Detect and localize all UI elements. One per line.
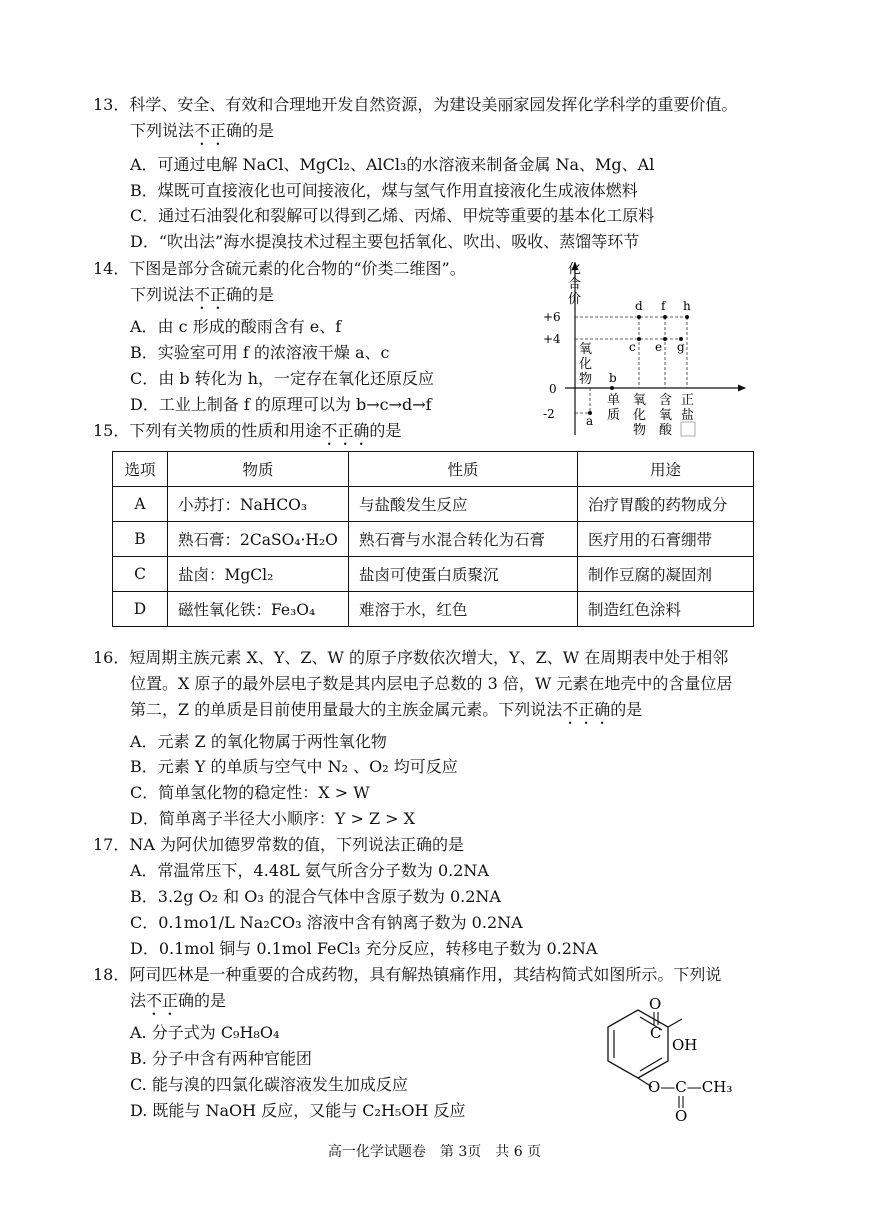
x-cat-oxide-2: 化 bbox=[633, 408, 647, 423]
x-cat-oxyacid-1: 含 bbox=[659, 393, 673, 408]
q14-option-b: B．实验室可用 f 的浓溶液干燥 a、c bbox=[130, 343, 390, 362]
q17-option-a: A．常温常压下，4.48L 氨气所含分子数为 0.2NA bbox=[130, 861, 489, 880]
q14-stem: 14．下图是部分含硫元素的化合物的“价类二维图”。 bbox=[93, 259, 466, 278]
q14-option-d: D．工业上制备 f 的原理可以为 b→c→d→f bbox=[130, 395, 432, 414]
struct-ester-chain: O—C—CH₃ bbox=[648, 1078, 733, 1096]
label-d: d bbox=[635, 299, 643, 313]
label-b: b bbox=[609, 371, 617, 385]
q15-stem: 15．下列有关物质的性质和用途不正确的是 bbox=[93, 421, 402, 440]
x-cat-hydride-2: 化 bbox=[579, 357, 593, 372]
x-cat-oxyacid-2: 氧 bbox=[659, 408, 673, 423]
q14-option-c: C．由 b 转化为 h，一定存在氧化还原反应 bbox=[130, 369, 435, 388]
x-cat-element-2: 质 bbox=[607, 408, 621, 423]
x-cat-hydride-1: 氧 bbox=[579, 342, 593, 357]
table-cell: B bbox=[113, 522, 168, 557]
aspirin-structure bbox=[578, 990, 758, 1125]
q18-option-b: B. 分子中含有两种官能团 bbox=[130, 1049, 312, 1068]
table-cell: 制造红色涂料 bbox=[578, 592, 754, 627]
x-cat-salt-1: 正 bbox=[681, 393, 695, 408]
struct-ester-o: O bbox=[675, 1107, 688, 1125]
table-row bbox=[113, 592, 754, 627]
table-cell: 小苏打：NaHCO₃ bbox=[168, 487, 349, 522]
struct-carboxyl-c: C bbox=[650, 1024, 662, 1042]
table-header-row bbox=[113, 452, 754, 487]
q17-option-c: C．0.1mo1/L Na₂CO₃ 溶液中含有钠离子数为 0.2NA bbox=[130, 913, 523, 932]
y-title-3: 价 bbox=[568, 292, 582, 307]
y-title-2: 合 bbox=[568, 277, 582, 292]
label-h: h bbox=[683, 299, 691, 313]
table-cell: 熟石膏与水混合转化为石膏 bbox=[349, 522, 578, 557]
y-tick-minus2: -2 bbox=[543, 407, 555, 421]
q16-line1: 16．短周期主族元素 X、Y、Z、W 的原子序数依次增大，Y、Z、W 在周期表中处于相邻 bbox=[93, 648, 729, 667]
point-f bbox=[663, 315, 667, 319]
q15-table bbox=[112, 451, 754, 627]
x-cat-element-1: 单 bbox=[607, 393, 621, 408]
label-g: g bbox=[677, 340, 685, 354]
point-b bbox=[610, 386, 614, 390]
q14-option-a: A．由 c 形成的酸雨含有 e、f bbox=[130, 317, 342, 336]
table-row bbox=[113, 522, 754, 557]
q16-option-c: C．简单氢化物的稳定性：X > W bbox=[130, 783, 370, 802]
x-cat-salt-2: 盐 bbox=[681, 408, 695, 423]
label-c: c bbox=[629, 340, 636, 354]
q17-option-b: B．3.2g O₂ 和 O₃ 的混合气体中含原子数为 0.2NA bbox=[130, 887, 501, 906]
x-cat-oxyacid-3: 酸 bbox=[659, 423, 673, 438]
q17-option-d: D．0.1mol 铜与 0.1mol FeCl₃ 充分反应，转移电子数为 0.2NA bbox=[130, 939, 598, 958]
struct-oh: OH bbox=[672, 1036, 698, 1054]
table-cell: 熟石膏：2CaSO₄·H₂O bbox=[168, 522, 349, 557]
point-c bbox=[637, 337, 641, 341]
q17-stem: 17．NA 为阿伏加德罗常数的值，下列说法正确的是 bbox=[93, 835, 465, 854]
q13-option-a: A．可通过电解 NaCl、MgCl₂、AlCl₃的水溶液来制备金属 Na、Mg、Al bbox=[130, 155, 655, 174]
table-cell: 磁性氧化铁：Fe₃O₄ bbox=[168, 592, 349, 627]
q13-option-c: C．通过石油裂化和裂解可以得到乙烯、丙烯、甲烷等重要的基本化工原料 bbox=[130, 206, 655, 225]
x-cat-oxide-1: 氧 bbox=[633, 393, 647, 408]
q18-option-d: D. 既能与 NaOH 反应，又能与 C₂H₅OH 反应 bbox=[130, 1101, 466, 1120]
table-cell: 难溶于水，红色 bbox=[349, 592, 578, 627]
q16-option-d: D．简单离子半径大小顺序：Y > Z > X bbox=[130, 809, 416, 828]
header-cell: 选项 bbox=[113, 452, 168, 487]
struct-carbonyl-o: O bbox=[649, 995, 662, 1013]
q16-line2: 位置。X 原子的最外层电子数是其内层电子总数的 3 倍，W 元素在地壳中的含量位居 bbox=[130, 674, 733, 693]
point-e bbox=[663, 337, 667, 341]
table-cell: C bbox=[113, 557, 168, 592]
y-tick-plus4: +4 bbox=[543, 332, 561, 346]
table-cell: 制作豆腐的凝固剂 bbox=[578, 557, 754, 592]
x-cat-oxide-3: 物 bbox=[633, 423, 647, 438]
q18-option-a: A. 分子式为 C₉H₈O₄ bbox=[130, 1023, 280, 1042]
q13-stem: 13．科学、安全、有效和合理地开发自然资源，为建设美丽家园发挥化学科学的重要价值。 bbox=[93, 95, 738, 114]
header-cell: 物质 bbox=[168, 452, 349, 487]
y-tick-0: 0 bbox=[549, 382, 557, 396]
header-cell: 性质 bbox=[349, 452, 578, 487]
q13-option-d: D．“吹出法”海水提溴技术过程主要包括氧化、吹出、吸收、蒸馏等环节 bbox=[130, 232, 640, 251]
table-row bbox=[113, 487, 754, 522]
q14-ask: 下列说法不正确的是 bbox=[130, 285, 275, 304]
table-cell: 医疗用的石膏绷带 bbox=[578, 522, 754, 557]
table-cell: 治疗胃酸的药物成分 bbox=[578, 487, 754, 522]
y-tick-plus6: +6 bbox=[543, 310, 561, 324]
table-cell: 盐卤可使蛋白质聚沉 bbox=[349, 557, 578, 592]
table-row bbox=[113, 557, 754, 592]
table-cell: A bbox=[113, 487, 168, 522]
label-e: e bbox=[655, 340, 663, 354]
q18-ask: 法不正确的是 bbox=[130, 991, 227, 1010]
x-cat-hydride-3: 物 bbox=[579, 372, 593, 387]
page-footer: 高一化学试题卷 第 3页 共 6 页 bbox=[327, 1144, 542, 1160]
point-d bbox=[637, 315, 641, 319]
y-title-1: 化 bbox=[568, 262, 582, 277]
table-cell: 盐卤：MgCl₂ bbox=[168, 557, 349, 592]
header-cell: 用途 bbox=[578, 452, 754, 487]
q13-option-b: B．煤既可直接液化也可间接液化，煤与氢气作用直接液化生成液体燃料 bbox=[130, 181, 638, 200]
q13-ask: 下列说法不正确的是 bbox=[130, 121, 275, 140]
q16-line3: 第二，Z 的单质是目前使用量最大的主族金属元素。下列说法不正确的是 bbox=[130, 700, 643, 719]
q18-line1: 18．阿司匹林是一种重要的合成药物，具有解热镇痛作用，其结构简式如图所示。下列说 bbox=[93, 965, 722, 984]
table-cell: 与盐酸发生反应 bbox=[349, 487, 578, 522]
q16-option-b: B．元素 Y 的单质与空气中 N₂ 、O₂ 均可反应 bbox=[130, 757, 458, 776]
table-cell: D bbox=[113, 592, 168, 627]
label-f: f bbox=[661, 299, 666, 313]
q16-option-a: A．元素 Z 的氧化物属于两性氧化物 bbox=[130, 732, 387, 751]
q18-option-c: C. 能与溴的四氯化碳溶液发生加成反应 bbox=[130, 1075, 408, 1094]
sulfur-valence-diagram bbox=[535, 255, 755, 445]
point-h bbox=[685, 315, 689, 319]
label-a: a bbox=[586, 414, 594, 428]
